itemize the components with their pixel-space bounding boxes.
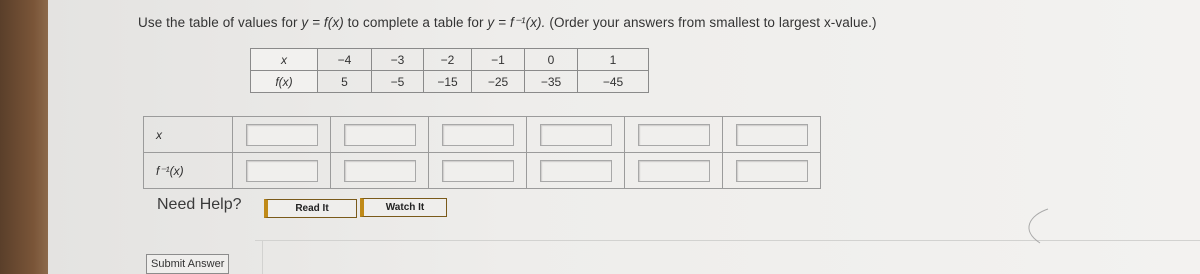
answer-x-cell	[723, 117, 821, 153]
given-row-f	[251, 71, 649, 93]
finv-input-2[interactable]	[344, 160, 416, 182]
pen-stroke-mark	[1010, 205, 1050, 245]
answer-finv-cell	[527, 153, 625, 189]
given-f-cell: −15	[424, 71, 472, 93]
answer-x-cell	[429, 117, 527, 153]
answer-row-x	[144, 117, 821, 153]
finv-input-6[interactable]	[736, 160, 808, 182]
answer-x-cell	[233, 117, 331, 153]
divider-line	[255, 240, 1200, 241]
answer-x-cell	[527, 117, 625, 153]
answer-x-cell	[625, 117, 723, 153]
given-f-cell: −25	[472, 71, 525, 93]
given-x-cell: −2	[424, 49, 472, 71]
answer-finv-cell	[331, 153, 429, 189]
answer-x-cell	[331, 117, 429, 153]
given-x-cell: −4	[318, 49, 372, 71]
given-f-header: f(x)	[251, 71, 318, 93]
question-note: (Order your answers from smallest to largest x-value.)	[549, 15, 877, 30]
answer-finv-cell	[233, 153, 331, 189]
submit-answer-button[interactable]: Submit Answer	[146, 254, 229, 274]
finv-input-4[interactable]	[540, 160, 612, 182]
answer-finv-cell	[723, 153, 821, 189]
answer-finv-cell	[429, 153, 527, 189]
given-x-cell: 1	[578, 49, 649, 71]
answer-finv-cell	[625, 153, 723, 189]
finv-input-1[interactable]	[246, 160, 318, 182]
x-input-4[interactable]	[540, 124, 612, 146]
given-x-cell: −1	[472, 49, 525, 71]
f-equation: y = f(x)	[301, 15, 344, 30]
question-text	[138, 15, 877, 31]
answer-x-header: x	[144, 117, 233, 153]
read-it-button[interactable]: Read It	[264, 199, 357, 218]
x-input-6[interactable]	[736, 124, 808, 146]
answer-table	[143, 116, 821, 189]
x-input-1[interactable]	[246, 124, 318, 146]
given-f-cell: −35	[525, 71, 578, 93]
question-mid: to complete a table for	[343, 15, 488, 30]
given-f-cell: −45	[578, 71, 649, 93]
given-x-header: x	[251, 49, 318, 71]
given-f-cell: −5	[372, 71, 424, 93]
question-prefix: Use the table of values for	[138, 15, 302, 30]
left-border	[0, 0, 48, 274]
finv-input-5[interactable]	[638, 160, 710, 182]
answer-row-finv	[144, 153, 821, 189]
answer-finv-header: f⁻¹(x)	[144, 153, 233, 189]
x-input-5[interactable]	[638, 124, 710, 146]
finv-input-3[interactable]	[442, 160, 514, 182]
given-table	[250, 48, 649, 93]
given-x-cell: −3	[372, 49, 424, 71]
x-input-2[interactable]	[344, 124, 416, 146]
x-input-3[interactable]	[442, 124, 514, 146]
finv-equation: y = f⁻¹(x).	[487, 15, 546, 30]
divider-line-vertical	[262, 240, 263, 274]
given-row-x	[251, 49, 649, 71]
watch-it-button[interactable]: Watch It	[360, 198, 447, 217]
given-f-cell: 5	[318, 71, 372, 93]
given-x-cell: 0	[525, 49, 578, 71]
need-help-label: Need Help?	[157, 196, 242, 213]
